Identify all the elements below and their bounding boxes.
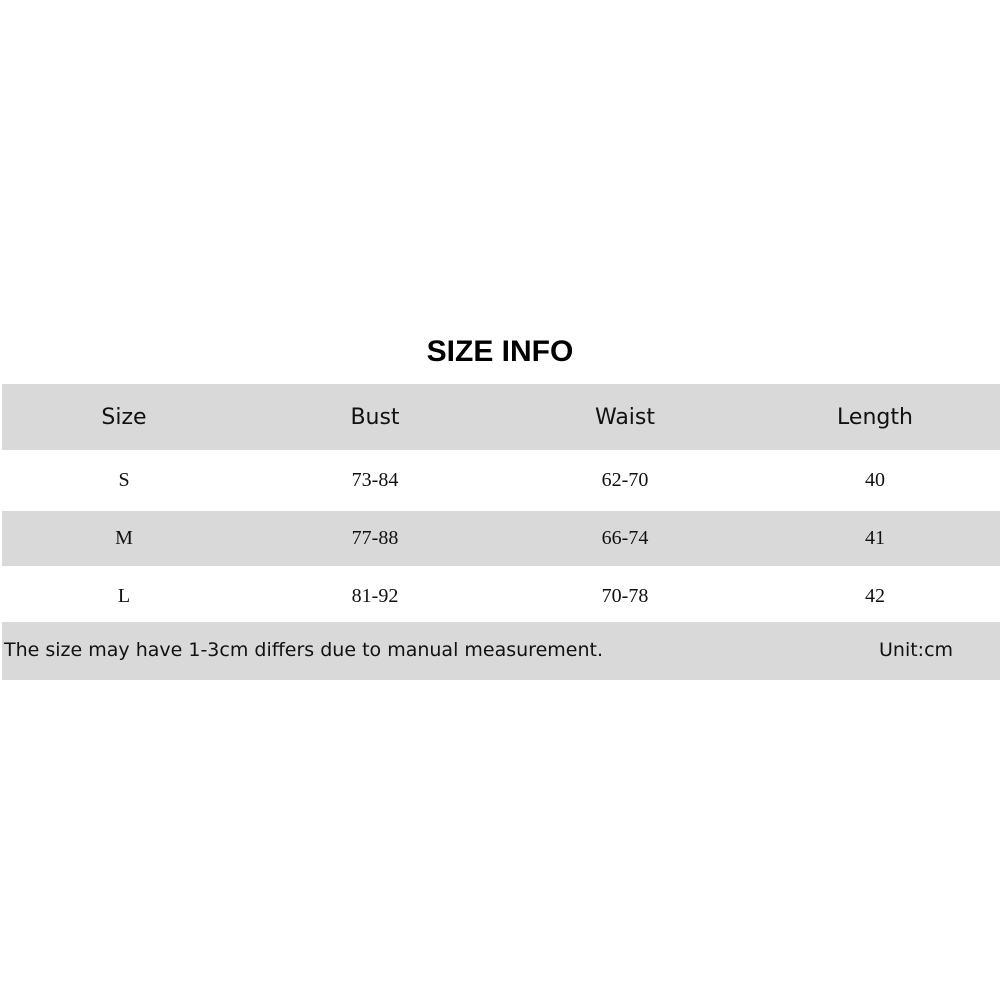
unit-label: Unit:cm [879, 639, 954, 661]
cell-bust: 73-84 [351, 469, 399, 491]
measurement-note: The size may have 1-3cm differs due to manual measurement. [4, 639, 603, 661]
cell-bust: 77-88 [351, 527, 399, 549]
cell-size: S [118, 469, 130, 491]
header-bust: Bust [350, 404, 400, 430]
table-row [2, 511, 1000, 566]
table-footer [2, 622, 1000, 680]
header-waist: Waist [594, 404, 656, 430]
cell-size: L [117, 585, 131, 607]
header-length: Length [837, 404, 913, 430]
table-row [2, 453, 1000, 508]
size-table [2, 384, 1000, 627]
page-title: SIZE INFO [426, 335, 574, 368]
cell-waist: 62-70 [601, 469, 649, 491]
table-header-row [2, 384, 1000, 450]
cell-waist: 66-74 [601, 527, 649, 549]
cell-length: 40 [865, 469, 885, 491]
cell-length: 42 [865, 585, 885, 607]
cell-size: M [115, 527, 133, 549]
table-row [2, 569, 1000, 624]
header-size: Size [101, 404, 147, 430]
cell-bust: 81-92 [351, 585, 399, 607]
cell-length: 41 [865, 527, 885, 549]
cell-waist: 70-78 [601, 585, 649, 607]
